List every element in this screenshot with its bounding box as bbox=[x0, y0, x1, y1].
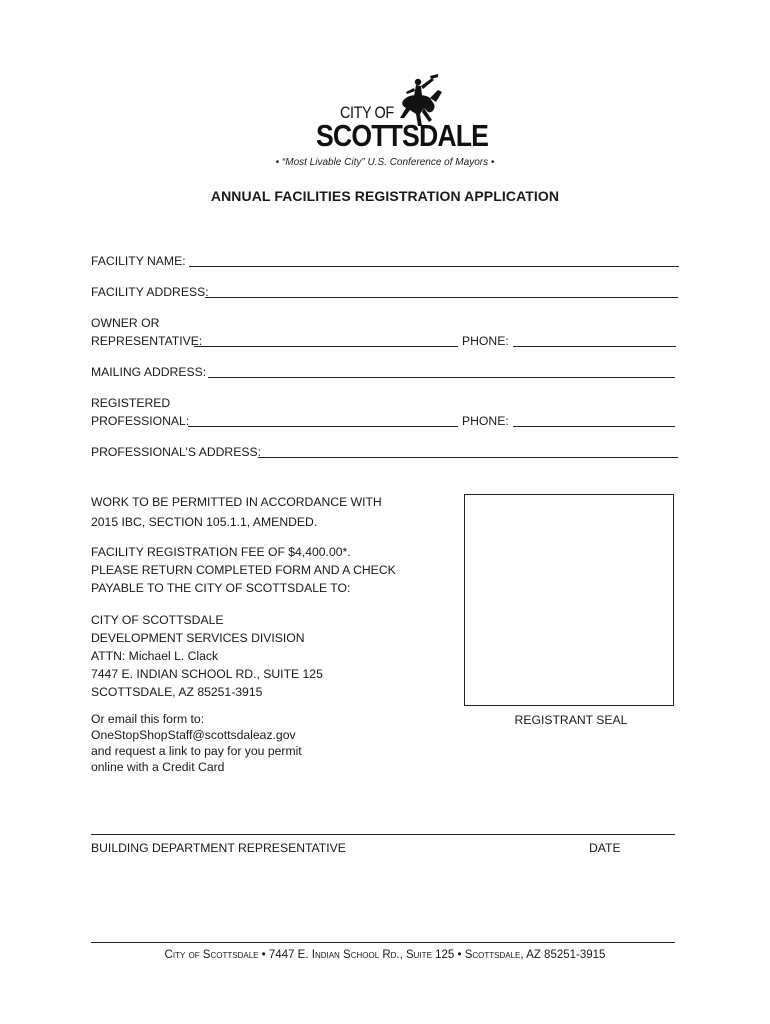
registered-label-line2: PROFESSIONAL: bbox=[91, 414, 190, 428]
work-line-1: WORK TO BE PERMITTED IN ACCORDANCE WITH bbox=[91, 495, 382, 509]
email-address-link[interactable]: OneStopShopStaff@scottsdaleaz.gov bbox=[91, 728, 296, 742]
footer-city: City of Scottsdale bbox=[164, 949, 259, 961]
fee-statement bbox=[91, 543, 396, 597]
professional-phone-field[interactable] bbox=[513, 426, 675, 427]
owner-representative-field[interactable] bbox=[194, 346, 458, 347]
logo-tagline: • “Most Livable City” U.S. Conference of Mayors • bbox=[275, 157, 495, 168]
signature-label: BUILDING DEPARTMENT REPRESENTATIVE bbox=[91, 841, 346, 855]
payment-address-line-1: CITY OF SCOTTSDALE bbox=[91, 613, 224, 627]
date-label: DATE bbox=[589, 841, 621, 855]
footer-separator-1: • bbox=[258, 949, 269, 961]
footer-separator-2: • bbox=[454, 949, 465, 961]
fee-line-2: PLEASE RETURN COMPLETED FORM AND A CHECK bbox=[91, 563, 396, 577]
payment-address-line-5: SCOTTSDALE, AZ 85251-3915 bbox=[91, 685, 263, 699]
registered-professional-field[interactable] bbox=[188, 426, 458, 427]
payment-address-line-3: ATTN: Michael L. Clack bbox=[91, 649, 219, 663]
email-line-4: online with a Credit Card bbox=[91, 760, 225, 774]
email-line-3: and request a link to pay for you permit bbox=[91, 744, 302, 758]
footer-divider bbox=[91, 942, 675, 943]
fee-line-1: FACILITY REGISTRATION FEE OF $4,400.00*. bbox=[91, 545, 351, 559]
registrant-seal-label: REGISTRANT SEAL bbox=[514, 713, 628, 727]
footer-zip: , AZ 85251-3915 bbox=[520, 949, 606, 961]
owner-phone-label: PHONE: bbox=[462, 334, 509, 348]
facility-address-field[interactable] bbox=[205, 297, 678, 298]
professional-address-field[interactable] bbox=[258, 457, 678, 458]
page-title: ANNUAL FACILITIES REGISTRATION APPLICATION bbox=[210, 188, 560, 204]
professional-address-label: PROFESSIONAL’S ADDRESS: bbox=[91, 445, 261, 459]
owner-phone-field[interactable] bbox=[513, 346, 676, 347]
mailing-address-field[interactable] bbox=[208, 377, 675, 378]
logo-scottsdale: SCOTTSDALE bbox=[316, 118, 489, 153]
facility-name-label: FACILITY NAME: bbox=[91, 254, 186, 268]
signature-line[interactable] bbox=[91, 834, 675, 835]
payment-address-line-2: DEVELOPMENT SERVICES DIVISION bbox=[91, 631, 305, 645]
registered-label-line1: REGISTERED bbox=[91, 396, 171, 410]
owner-label-line1: OWNER OR bbox=[91, 316, 160, 330]
fee-line-3: PAYABLE TO THE CITY OF SCOTTSDALE TO: bbox=[91, 581, 351, 595]
logo-city-of: CITY OF bbox=[340, 103, 394, 122]
professional-phone-label: PHONE: bbox=[462, 414, 509, 428]
owner-label-line2: REPRESENTATIVE: bbox=[91, 334, 203, 348]
footer-city-2: Scottsdale bbox=[464, 949, 521, 961]
footer-address bbox=[0, 949, 770, 961]
work-line-2: 2015 IBC, SECTION 105.1.1, AMENDED. bbox=[91, 515, 318, 529]
email-instructions bbox=[91, 711, 302, 775]
email-line-1: Or email this form to: bbox=[91, 712, 205, 726]
work-statement bbox=[91, 493, 382, 531]
facility-address-label: FACILITY ADDRESS: bbox=[91, 285, 209, 299]
registrant-seal-box[interactable] bbox=[464, 494, 674, 706]
payment-address-line-4: 7447 E. INDIAN SCHOOL RD., SUITE 125 bbox=[91, 667, 323, 681]
footer-street: 7447 E. Indian School Rd., Suite 125 bbox=[268, 949, 455, 961]
mailing-address-label: MAILING ADDRESS: bbox=[91, 365, 207, 379]
facility-name-field[interactable] bbox=[189, 266, 679, 267]
payment-address bbox=[91, 611, 323, 701]
